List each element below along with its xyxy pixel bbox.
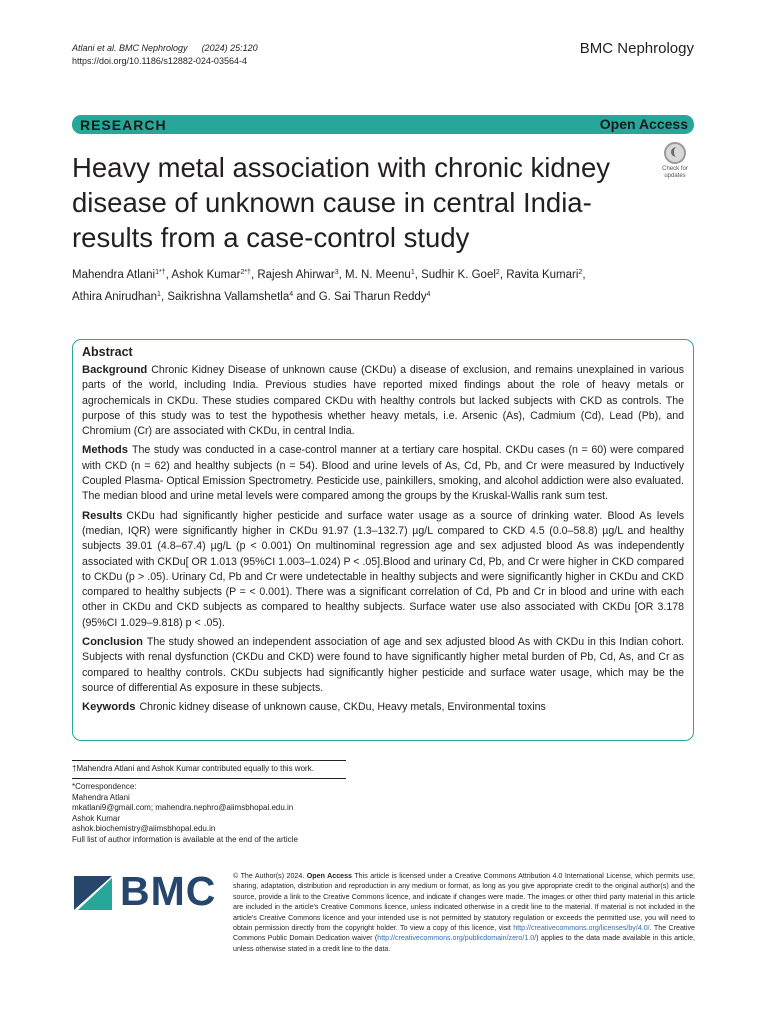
license-body-2: . The Creative Commons Public Domain Dedication waiver ( bbox=[233, 924, 695, 943]
journal-name: BMC Nephrology bbox=[579, 40, 694, 57]
citation-authors: Atlani et al. BMC Nephrology bbox=[72, 43, 188, 53]
abstract-heading: Abstract bbox=[82, 345, 133, 359]
author-name[interactable]: Mahendra Atlani bbox=[72, 269, 156, 281]
section-label: RESEARCH bbox=[80, 117, 167, 133]
conclusion-label: Conclusion bbox=[82, 636, 143, 649]
equal-contribution-note: †Mahendra Atlani and Ashok Kumar contributed equally to this work. bbox=[72, 764, 314, 773]
author-name[interactable]: Sudhir K. Goel bbox=[421, 269, 496, 281]
author-list: Mahendra Atlani$^{1*\dagger}$, Ashok Kumar$^{2*\dagger}$, Rajesh Ahirwar$^3$, M. N. Meenu$^1$, Sudhir K. Goel$^2$, Ravita Kumari$^2$, Athira Anirudhan$^1$, Saikrishna Vallamshetla$^4$ and G. Sai Tharun Reddy$^4$ bbox=[72, 269, 586, 303]
license-text bbox=[233, 871, 695, 954]
abstract-background bbox=[82, 363, 684, 439]
author-name[interactable]: G. Sai Tharun Reddy bbox=[318, 291, 427, 303]
public-domain-link[interactable]: http://creativecommons.org/publicdomain/zero/1.0/ bbox=[377, 934, 537, 943]
methods-text: The study was conducted in a case-control manner at a tertiary care hospital. CKDu cases (n = 60) were compared with CKD (n = 62) and healthy subjects (n = 54). Blood and urine levels of As, Cd, Pb, and Cr were measured by Inductively Coupled Plasma- Optical Emission Spectrometry. Pesticide use, painkillers, smoking, and alcohol addiction were also evaluated. The median blood and urine metal levels were compared among the groups by the Kruskal-Wallis rank sum test. bbox=[82, 444, 684, 503]
corresponding-author-email[interactable]: mkatlani9@gmail.com; mahendra.nephro@aiimsbhopal.edu.in bbox=[72, 803, 294, 812]
publisher-logo-text: BMC bbox=[120, 868, 217, 914]
author-affiliation: 3 bbox=[334, 269, 339, 276]
author-affiliation: 1*† bbox=[155, 269, 166, 276]
results-label: Results bbox=[82, 509, 123, 522]
results-text: CKDu had significantly higher pesticide and surface water usage as a source of drinking water. Blood As levels (median, IQR) were significantly higher in CKDu 91.97 (1.3–132.7) µg/L compared to CKD 4.5 (0.0–58.8) µg/L and healthy subjects 39.01 (4.8–67.4) µg/L (p < 0.001) On multinominal regression age and sex adjusted blood As was independently associated with CKDu[ OR 1.013 (95%CI 1.003–1.024) P < .05].Blood and urinary Cd, Pb, and Cr were higher in CKD compared to CKDu (p > .05). Urinary Cd, Pb and Cr were undetectable in healthy subjects and were significantly higher in CKDu and CKD compared to healthy subjects (P = < 0.001). There was a significant correlation of Cd, Pb and Cr in blood and urine with each other in CKDu and CKD subjects as compared to healthy subjects. Surface water use also associated with CKDu [OR 3.178 (95%CI 1.029–9.818) p < .05). bbox=[82, 509, 684, 629]
corresponding-author-name: Ashok Kumar bbox=[72, 813, 121, 823]
author-affiliation: 2*† bbox=[240, 269, 251, 276]
author-name[interactable]: Rajesh Ahirwar bbox=[257, 269, 335, 281]
check-updates-line1: Check for bbox=[662, 166, 688, 172]
citation-year: (2024) 25:120 bbox=[201, 43, 258, 53]
author-affiliation: 4 bbox=[426, 291, 431, 298]
author-affiliation: 2 bbox=[578, 269, 583, 276]
check-updates-line2: updates bbox=[664, 173, 686, 179]
license-body-3: ) applies to the data made available in this article, unless otherwise stated in a credit line to the data. bbox=[233, 934, 695, 953]
corresponding-author-name: Mahendra Atlani bbox=[72, 792, 130, 802]
conclusion-text: The study showed an independent association of age and sex adjusted blood As with CKDu in this Indian cohort. Subjects with renal dysfunction (CKDu and CKD) were found to have significantly higher metal burden of Pb, Cd, As, and Cr as compared to healthy controls. CKDu subjects had significantly higher pesticide and surface water usage, which may be the source of differential As exposure in these subjects. bbox=[82, 636, 684, 694]
keywords-text: Chronic kidney disease of unknown cause, CKDu, Heavy metals, Environmental toxins bbox=[139, 701, 546, 714]
keywords-label: Keywords bbox=[82, 701, 136, 714]
author-name[interactable]: Athira Anirudhan bbox=[72, 291, 158, 303]
background-text: Chronic Kidney Disease of unknown cause (CKDu) a disease of exclusion, and remains unexplained in various parts of the world, including India. Previous studies have reported mixed findings about the role of heavy metals or agrochemicals in CKDu. These studies compared CKDu with healthy controls but lacked subjects with CKD as controls. The purpose of this study was to test the hypothesis whether heavy metals, i.e. Arsenic (As), Cadmium (Cd), Lead (Pb), and Chromium (Cr) are associated with CKDu, in central India. bbox=[82, 364, 684, 438]
check-updates-icon bbox=[664, 142, 686, 164]
author-name[interactable]: Saikrishna Vallamshetla bbox=[167, 291, 290, 303]
abstract-conclusion bbox=[82, 635, 684, 696]
footnote-divider bbox=[72, 778, 346, 779]
article-title: Heavy metal association with chronic kidney disease of unknown cause in central India-results from a case-control study bbox=[72, 152, 611, 253]
background-label: Background bbox=[82, 364, 148, 376]
doi-link[interactable]: https://doi.org/10.1186/s12882-024-03564-4 bbox=[72, 56, 247, 66]
copyright-notice: © The Author(s) 2024. bbox=[233, 872, 305, 880]
author-name[interactable]: M. N. Meenu bbox=[344, 269, 411, 281]
author-affiliation: 2 bbox=[495, 269, 500, 276]
author-name[interactable]: Ashok Kumar bbox=[171, 269, 241, 281]
correspondence-block bbox=[72, 782, 298, 845]
methods-label: Methods bbox=[82, 444, 128, 457]
abstract-results bbox=[82, 509, 684, 631]
running-header bbox=[72, 42, 258, 68]
correspondence-label: *Correspondence: bbox=[72, 782, 137, 791]
license-open-access: Open Access bbox=[306, 872, 352, 880]
author-name[interactable]: Ravita Kumari bbox=[506, 269, 579, 281]
check-for-updates-button[interactable] bbox=[656, 142, 694, 182]
author-affiliation: 1 bbox=[410, 269, 415, 276]
author-info-note: Full list of author information is available at the end of the article bbox=[72, 834, 298, 844]
abstract-methods bbox=[82, 443, 684, 504]
footnote-divider bbox=[72, 760, 346, 761]
license-link[interactable]: http://creativecommons.org/licenses/by/4.0/ bbox=[513, 924, 650, 933]
abstract-box bbox=[72, 339, 694, 741]
corresponding-author-email[interactable]: ashok.biochemistry@aiimsbhopal.edu.in bbox=[72, 824, 216, 833]
author-affiliation: 1 bbox=[157, 291, 161, 298]
license-body: This article is licensed under a Creative Commons Attribution 4.0 International License, which permits use, sharing, adaptation, distribution and reproduction in any medium or format, as long as you give appropriate credit to the original author(s) and the source, provide a link to the Creative Commons licence, and indicate if changes were made. The images or other third party material in this article are included in the article's Creative Commons licence, unless indicated otherwise in a credit line to the material. If material is not included in the article's Creative Commons licence and your intended use is not permitted by statutory regulation or exceeds the permitted use, you will need to obtain permission directly from the copyright holder. To view a copy of this licence, visit bbox=[233, 872, 695, 933]
abstract-keywords bbox=[82, 700, 684, 715]
open-access-label: Open Access bbox=[599, 116, 688, 132]
author-affiliation: 4 bbox=[289, 291, 294, 298]
